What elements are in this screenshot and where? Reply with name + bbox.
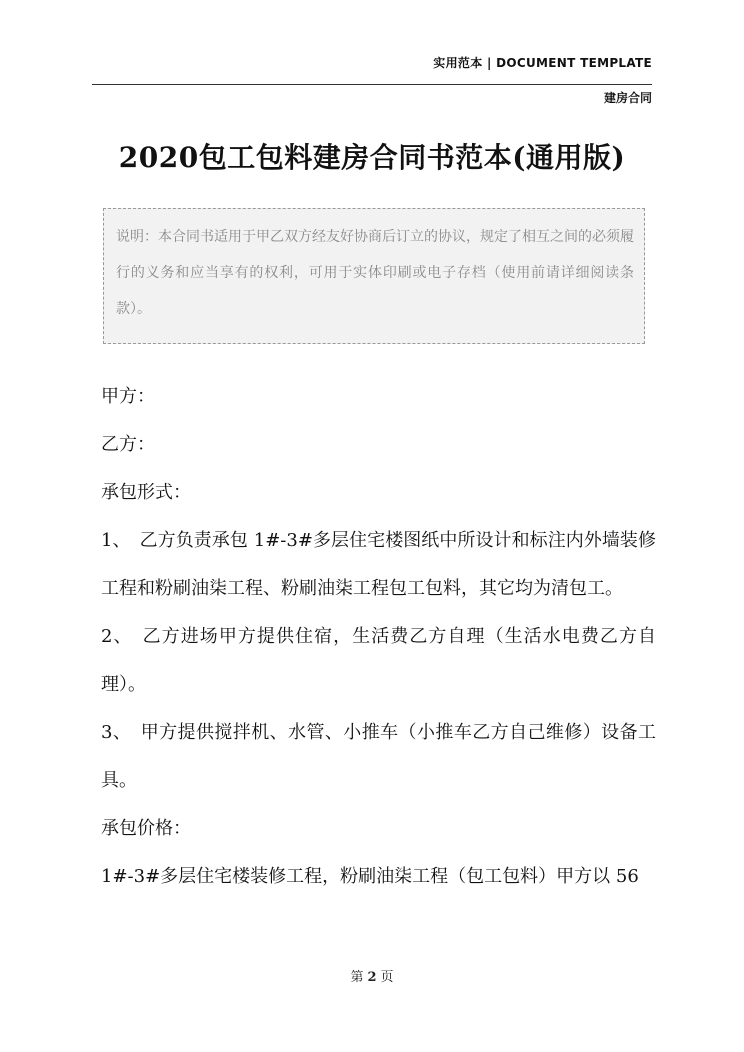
note-box [103, 208, 645, 344]
document-body [101, 373, 656, 901]
clause-1: 1、 乙方负责承包 1#-3#多层住宅楼图纸中所设计和标注内外墙装修工程和粉刷油柒工程、粉刷油柒工程包工包料，其它均为清包工。 [101, 530, 656, 599]
page-number [0, 966, 744, 985]
party-b-label: 乙方： [101, 434, 155, 455]
party-a-label: 甲方： [101, 386, 155, 407]
document-title: 2020包工包料建房合同书范本(通用版) [118, 141, 626, 174]
header-category: 建房合同 [603, 91, 652, 105]
clause-2: 2、 乙方进场甲方提供住宿，生活费乙方自理（生活水电费乙方自理）。 [101, 626, 656, 695]
note-text: 说明：本合同书适用于甲乙双方经友好协商后订立的协议，规定了相互之间的必须履行的义务和应当享有的权利，可用于实体印刷或电子存档（使用前请详细阅读条款）。 [116, 229, 634, 317]
page-suffix: 页 [380, 970, 394, 985]
contract-price-heading: 承包价格： [101, 818, 191, 839]
header-tag: 实用范本 | DOCUMENT TEMPLATE [433, 56, 652, 70]
clause-3: 3、 甲方提供搅拌机、水管、小推车（小推车乙方自己维修）设备工具。 [101, 722, 656, 791]
price-clause: 1#-3#多层住宅楼装修工程，粉刷油柒工程（包工包料）甲方以 56 [101, 866, 639, 887]
header-divider [92, 84, 652, 85]
page-number-value: 2 [367, 970, 377, 985]
page-prefix: 第 [350, 970, 364, 985]
contract-form-heading: 承包形式： [101, 482, 191, 503]
